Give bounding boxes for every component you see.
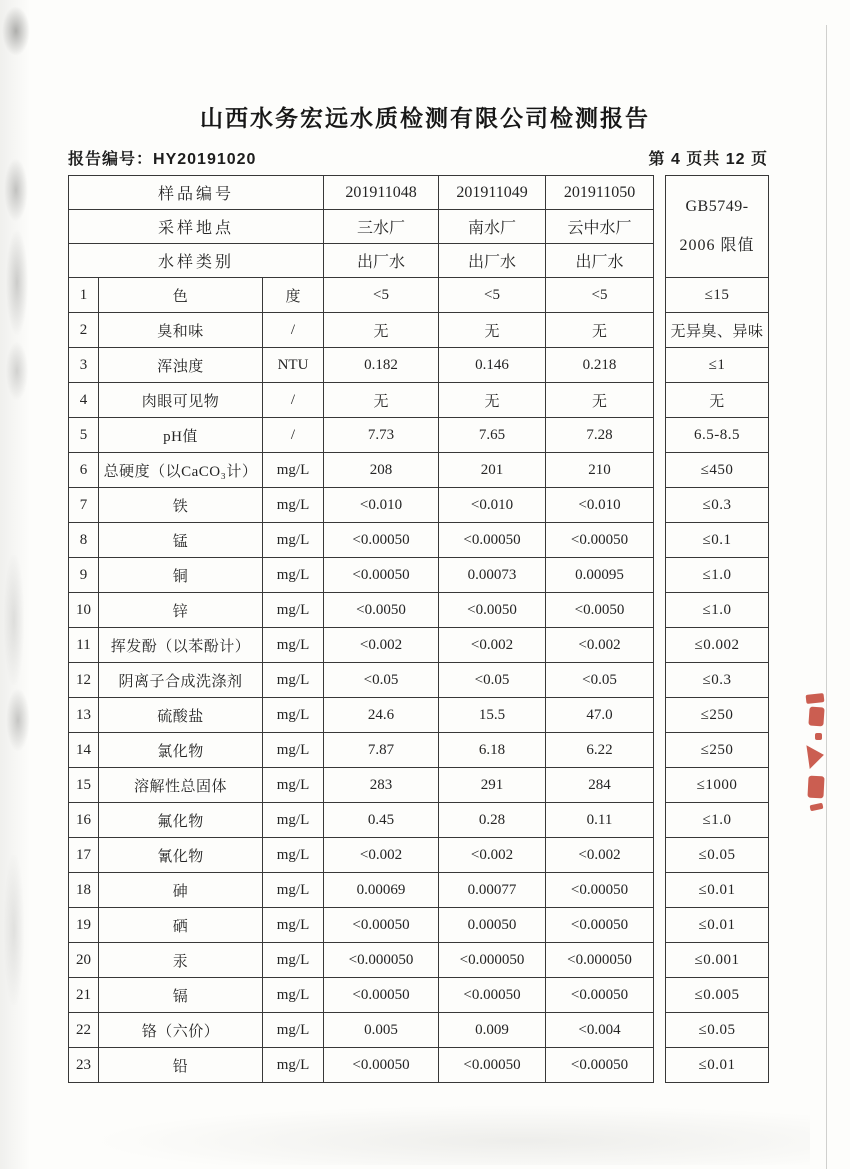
table-row	[69, 663, 769, 698]
type-2: 出厂水	[439, 244, 546, 278]
unit-cell: /	[263, 418, 324, 453]
parameter-name: 氰化物	[99, 838, 263, 873]
parameter-name: 铬（六价）	[99, 1013, 263, 1048]
sample1-value: 0.005	[324, 1013, 439, 1048]
limit-value: ≤0.001	[666, 943, 769, 978]
unit-cell: mg/L	[263, 978, 324, 1013]
table-gap	[654, 908, 666, 943]
limit-value: 6.5-8.5	[666, 418, 769, 453]
table-gap	[654, 488, 666, 523]
sample2-value: <5	[439, 278, 546, 313]
table-row	[69, 1048, 769, 1083]
table-row	[69, 943, 769, 978]
table-row	[69, 838, 769, 873]
limit-value: 无	[666, 383, 769, 418]
unit-cell: mg/L	[263, 873, 324, 908]
sample2-value: <0.0050	[439, 593, 546, 628]
row-number: 8	[69, 523, 99, 558]
sample2-value: 0.00077	[439, 873, 546, 908]
parameter-name: 铁	[99, 488, 263, 523]
parameter-name: 挥发酚（以苯酚计）	[99, 628, 263, 663]
type-3: 出厂水	[546, 244, 654, 278]
table-gap	[654, 838, 666, 873]
unit-cell: /	[263, 383, 324, 418]
row-number: 4	[69, 383, 99, 418]
sample3-value: 0.00095	[546, 558, 654, 593]
sample3-value: 6.22	[546, 733, 654, 768]
unit-cell: mg/L	[263, 593, 324, 628]
parameter-name: 硒	[99, 908, 263, 943]
red-stamp-fragment	[806, 743, 825, 769]
sample2-value: <0.00050	[439, 978, 546, 1013]
row-number: 11	[69, 628, 99, 663]
sample1-value: <0.00050	[324, 1048, 439, 1083]
table-row	[69, 278, 769, 313]
table-row	[69, 803, 769, 838]
sample1-value: 283	[324, 768, 439, 803]
sample2-value: <0.002	[439, 628, 546, 663]
unit-cell: mg/L	[263, 768, 324, 803]
sample2-value: 0.00050	[439, 908, 546, 943]
parameter-name: 氟化物	[99, 803, 263, 838]
sample3-value: <0.002	[546, 838, 654, 873]
sample-no-label: 样品编号	[69, 176, 324, 210]
unit-cell: mg/L	[263, 558, 324, 593]
scan-smudge	[6, 230, 28, 335]
limit-value: ≤0.01	[666, 908, 769, 943]
sample1-value: <0.002	[324, 838, 439, 873]
parameter-name: 锌	[99, 593, 263, 628]
sample1-value: 0.45	[324, 803, 439, 838]
sample3-value: <0.05	[546, 663, 654, 698]
scan-smudge	[6, 688, 30, 752]
sample3-value: <0.00050	[546, 873, 654, 908]
table-row	[69, 593, 769, 628]
limit-value: ≤1.0	[666, 803, 769, 838]
sample1-value: <5	[324, 278, 439, 313]
limit-value: ≤0.01	[666, 1048, 769, 1083]
table-body	[69, 278, 769, 1083]
row-number: 14	[69, 733, 99, 768]
parameter-name: 阴离子合成洗涤剂	[99, 663, 263, 698]
parameter-name: 汞	[99, 943, 263, 978]
row-number: 20	[69, 943, 99, 978]
table-gap	[654, 663, 666, 698]
sample3-value: 无	[546, 383, 654, 418]
parameter-name: 总硬度（以CaCO₃计）	[99, 453, 263, 488]
unit-cell: mg/L	[263, 663, 324, 698]
table-row	[69, 523, 769, 558]
results-table	[68, 175, 769, 1083]
row-number: 12	[69, 663, 99, 698]
sample-no-2: 201911049	[439, 176, 546, 210]
row-number: 17	[69, 838, 99, 873]
sample1-value: <0.00050	[324, 908, 439, 943]
parameter-name: 铜	[99, 558, 263, 593]
sample2-value: <0.00050	[439, 1048, 546, 1083]
red-stamp-fragment	[810, 803, 824, 812]
table-row	[69, 453, 769, 488]
limit-value: ≤250	[666, 733, 769, 768]
red-stamp-fragment	[815, 733, 822, 740]
scan-smudge	[4, 158, 28, 222]
sample3-value: <5	[546, 278, 654, 313]
limit-value: ≤0.005	[666, 978, 769, 1013]
row-number: 6	[69, 453, 99, 488]
row-number: 2	[69, 313, 99, 348]
table-row	[69, 1013, 769, 1048]
table-gap	[654, 278, 666, 313]
sample1-value: <0.002	[324, 628, 439, 663]
table-gap	[654, 348, 666, 383]
sample3-value: <0.00050	[546, 523, 654, 558]
sample-no-3: 201911050	[546, 176, 654, 210]
red-stamp-fragment	[806, 693, 825, 704]
table-gap	[654, 628, 666, 663]
row-number: 19	[69, 908, 99, 943]
scan-smudge	[6, 342, 28, 400]
table-row-sample-no	[69, 176, 769, 210]
parameter-name: 肉眼可见物	[99, 383, 263, 418]
table-gap	[654, 1013, 666, 1048]
table-row	[69, 313, 769, 348]
table-gap	[654, 383, 666, 418]
row-number: 10	[69, 593, 99, 628]
row-number: 13	[69, 698, 99, 733]
table-row	[69, 908, 769, 943]
sample2-value: 201	[439, 453, 546, 488]
table-row	[69, 628, 769, 663]
scan-smudge	[0, 0, 30, 1169]
sample2-value: <0.002	[439, 838, 546, 873]
limit-value: ≤15	[666, 278, 769, 313]
scan-noise	[90, 1105, 810, 1165]
table-gap	[654, 978, 666, 1013]
parameter-name: 镉	[99, 978, 263, 1013]
table-row	[69, 383, 769, 418]
unit-cell: /	[263, 313, 324, 348]
sample-no-1: 201911048	[324, 176, 439, 210]
table-gap	[654, 698, 666, 733]
parameter-name: 浑浊度	[99, 348, 263, 383]
table-gap	[654, 523, 666, 558]
sample2-value: <0.000050	[439, 943, 546, 978]
sample2-value: 0.28	[439, 803, 546, 838]
table-gap	[654, 176, 666, 278]
table-gap	[654, 873, 666, 908]
row-number: 22	[69, 1013, 99, 1048]
limit-value: ≤0.05	[666, 1013, 769, 1048]
parameter-name: 锰	[99, 523, 263, 558]
limit-value: ≤1.0	[666, 593, 769, 628]
row-number: 3	[69, 348, 99, 383]
table-row	[69, 733, 769, 768]
page-edge-line	[826, 25, 827, 1169]
sample2-value: <0.00050	[439, 523, 546, 558]
table-row	[69, 558, 769, 593]
unit-cell: mg/L	[263, 628, 324, 663]
row-number: 15	[69, 768, 99, 803]
limit-header-line2: 2006 限值	[679, 237, 755, 254]
limit-value: 无异臭、异味	[666, 313, 769, 348]
sample3-value: 0.11	[546, 803, 654, 838]
report-number-label: 报告编号：	[68, 151, 154, 168]
type-label: 水样类别	[69, 244, 324, 278]
parameter-name: 硫酸盐	[99, 698, 263, 733]
location-label: 采样地点	[69, 210, 324, 244]
sample1-value: 无	[324, 313, 439, 348]
location-2: 南水厂	[439, 210, 546, 244]
page-indicator: 第 4 页共 12 页	[648, 151, 768, 168]
sample2-value: <0.010	[439, 488, 546, 523]
table-row	[69, 698, 769, 733]
scan-smudge	[4, 855, 24, 1005]
sample2-value: 0.146	[439, 348, 546, 383]
unit-cell: NTU	[263, 348, 324, 383]
red-stamp-fragment	[807, 776, 824, 799]
table-row	[69, 418, 769, 453]
row-number: 7	[69, 488, 99, 523]
row-number: 16	[69, 803, 99, 838]
sample1-value: <0.0050	[324, 593, 439, 628]
row-number: 23	[69, 1048, 99, 1083]
sample3-value: <0.0050	[546, 593, 654, 628]
sample3-value: 210	[546, 453, 654, 488]
table-row	[69, 873, 769, 908]
limit-value: ≤0.1	[666, 523, 769, 558]
limit-value: ≤0.05	[666, 838, 769, 873]
sample3-value: 7.28	[546, 418, 654, 453]
location-3: 云中水厂	[546, 210, 654, 244]
sample1-value: 24.6	[324, 698, 439, 733]
limit-value: ≤0.01	[666, 873, 769, 908]
sample3-value: <0.010	[546, 488, 654, 523]
sample3-value: 0.218	[546, 348, 654, 383]
parameter-name: 色	[99, 278, 263, 313]
sample2-value: 7.65	[439, 418, 546, 453]
sample3-value: <0.000050	[546, 943, 654, 978]
parameter-name: 铅	[99, 1048, 263, 1083]
table-gap	[654, 453, 666, 488]
table-gap	[654, 803, 666, 838]
parameter-name: 砷	[99, 873, 263, 908]
limit-value: ≤0.002	[666, 628, 769, 663]
unit-cell: mg/L	[263, 733, 324, 768]
type-1: 出厂水	[324, 244, 439, 278]
unit-cell: 度	[263, 278, 324, 313]
sample2-value: 15.5	[439, 698, 546, 733]
sample3-value: <0.004	[546, 1013, 654, 1048]
sample3-value: 284	[546, 768, 654, 803]
limit-value: ≤1000	[666, 768, 769, 803]
unit-cell: mg/L	[263, 943, 324, 978]
sample1-value: 208	[324, 453, 439, 488]
parameter-name: 溶解性总固体	[99, 768, 263, 803]
limit-value: ≤450	[666, 453, 769, 488]
parameter-name: pH值	[99, 418, 263, 453]
sample3-value: <0.00050	[546, 978, 654, 1013]
table-row	[69, 488, 769, 523]
report-number	[68, 146, 256, 169]
sample3-value: <0.00050	[546, 1048, 654, 1083]
sample1-value: 0.00069	[324, 873, 439, 908]
sample2-value: 291	[439, 768, 546, 803]
sample1-value: <0.05	[324, 663, 439, 698]
sample3-value: <0.002	[546, 628, 654, 663]
scan-smudge	[4, 555, 24, 685]
sample2-value: 无	[439, 383, 546, 418]
table-row	[69, 768, 769, 803]
table-gap	[654, 418, 666, 453]
unit-cell: mg/L	[263, 698, 324, 733]
sample3-value: 无	[546, 313, 654, 348]
unit-cell: mg/L	[263, 1048, 324, 1083]
table-gap	[654, 593, 666, 628]
sample2-value: 0.009	[439, 1013, 546, 1048]
row-number: 9	[69, 558, 99, 593]
page-title: 山西水务宏远水质检测有限公司检测报告	[200, 105, 650, 131]
sample1-value: 7.73	[324, 418, 439, 453]
limit-header-line1: GB5749-	[685, 198, 749, 215]
report-number-value: HY20191020	[153, 151, 257, 168]
limit-value: ≤1.0	[666, 558, 769, 593]
parameter-name: 臭和味	[99, 313, 263, 348]
sample1-value: <0.00050	[324, 978, 439, 1013]
sample1-value: <0.00050	[324, 558, 439, 593]
sample1-value: <0.010	[324, 488, 439, 523]
limit-value: ≤0.3	[666, 663, 769, 698]
sample1-value: <0.000050	[324, 943, 439, 978]
unit-cell: mg/L	[263, 453, 324, 488]
location-1: 三水厂	[324, 210, 439, 244]
limit-value: ≤1	[666, 348, 769, 383]
table-gap	[654, 1048, 666, 1083]
sample2-value: 6.18	[439, 733, 546, 768]
table-gap	[654, 313, 666, 348]
parameter-name: 氯化物	[99, 733, 263, 768]
meta-line	[68, 146, 768, 169]
unit-cell: mg/L	[263, 838, 324, 873]
table-row	[69, 348, 769, 383]
limit-value: ≤250	[666, 698, 769, 733]
scan-smudge	[2, 6, 30, 56]
table-gap	[654, 733, 666, 768]
unit-cell: mg/L	[263, 523, 324, 558]
row-number: 1	[69, 278, 99, 313]
sample1-value: 无	[324, 383, 439, 418]
table-gap	[654, 768, 666, 803]
sample2-value: 无	[439, 313, 546, 348]
unit-cell: mg/L	[263, 908, 324, 943]
sample1-value: 7.87	[324, 733, 439, 768]
sample2-value: <0.05	[439, 663, 546, 698]
sample2-value: 0.00073	[439, 558, 546, 593]
limit-value: ≤0.3	[666, 488, 769, 523]
table-row	[69, 978, 769, 1013]
sample1-value: <0.00050	[324, 523, 439, 558]
red-stamp-fragment	[808, 706, 824, 726]
table-gap	[654, 943, 666, 978]
sample3-value: <0.00050	[546, 908, 654, 943]
row-number: 5	[69, 418, 99, 453]
unit-cell: mg/L	[263, 488, 324, 523]
sample3-value: 47.0	[546, 698, 654, 733]
row-number: 18	[69, 873, 99, 908]
limit-column-header	[666, 176, 769, 278]
table-gap	[654, 558, 666, 593]
unit-cell: mg/L	[263, 803, 324, 838]
row-number: 21	[69, 978, 99, 1013]
unit-cell: mg/L	[263, 1013, 324, 1048]
sample1-value: 0.182	[324, 348, 439, 383]
